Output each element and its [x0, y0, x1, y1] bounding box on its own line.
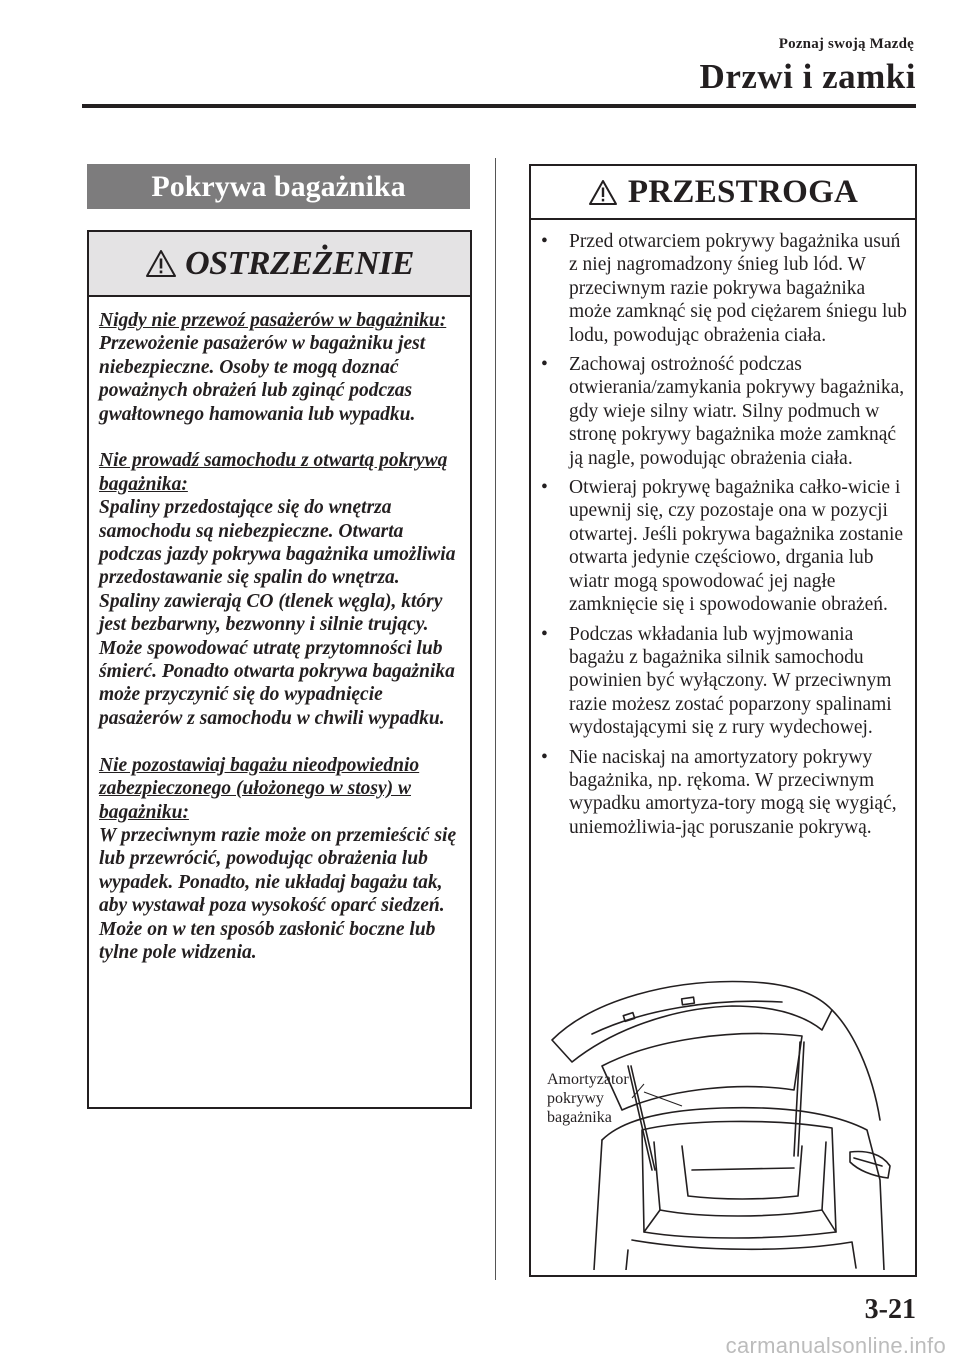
gas-strut-left [628, 1066, 652, 1170]
warning-block [99, 449, 462, 730]
warning-body [99, 309, 462, 988]
caution-item-text: Przed otwarciem pokrywy bagażnika usuń z niej nagromadzony śnieg lub lód. W przeciwnym razie pokrywa bagażnika może zamknąć się pod ciężarem śniegu lub lodu, powodując obrażenia ciała. [569, 231, 907, 346]
illustration-label-line: pokrywy [547, 1090, 604, 1107]
warning-block-text: W przeciwnym razie może on przemieścić się lub przewrócić, powodując obrażenia lub wypadek. Ponadto, nie układaj bagażu tak, aby wystawał poza wysokość oparć siedzeń. Może on w ten sposób zasłonić boczne lub tylne pole widzenia. [99, 824, 457, 963]
bullet: • [541, 477, 548, 499]
bullet: • [541, 623, 548, 645]
warning-box [87, 230, 472, 1109]
warning-block-heading: Nigdy nie przewoź pasażerów w bagażniku: [99, 310, 447, 331]
illustration-label-line: Amortyzator [547, 1071, 629, 1088]
caution-item-text: Podczas wkładania lub wyjmowania bagażu z bagażnika silnik samochodu powinien być wyłączony. W przeciwnym razie możesz zostać poparzony spalinami wydostającymi się z rury wydechowej. [569, 623, 892, 739]
warning-block-text: Przewożenie pasażerów w bagażniku jest niebezpieczne. Osoby te mogą doznać poważnych obrażeń lub zginąć podczas gwałtownego hamowania lub wypadku. [99, 333, 426, 425]
caution-item [537, 623, 909, 740]
caution-item-text: Zachowaj ostrożność podczas otwierania/zamykania pokrywy bagażnika, gdy wieje silny wiatr. Silny podmuch w stronę pokrywy bagażnika może zamknąć ją nagle, powodując obrażenia ciała. [569, 354, 905, 469]
header-divider [82, 104, 916, 108]
column-divider [495, 158, 496, 1280]
caution-item [537, 746, 909, 840]
warning-heading: OSTRZEŻENIE [185, 244, 414, 282]
bullet: • [541, 231, 548, 252]
caution-heading: PRZESTROGA [627, 173, 859, 210]
warning-block-text: Spaliny przedostające się do wnętrza samochodu są niebezpieczne. Otwarta podczas jazdy pokrywa bagażnika umożliwia przedostawanie się spalin do wnętrza. Spaliny zawierają CO (tlenek węgla), który jest bezbarwny, bezwonny i silnie trujący. Może spowodować utratę przytomności lub śmierć. Ponadto otwarta pokrywa bagażnika może przyczynić się do wypadnięcie pasażerów z samochodu w chwili wypadku. [99, 497, 456, 729]
page-number: 3-21 [864, 1294, 916, 1325]
chapter-subtitle: Poznaj swoją Mazdę [778, 36, 914, 52]
caution-item [537, 230, 909, 347]
bullet: • [541, 354, 548, 376]
caution-header [531, 166, 915, 220]
watermark: carmanualsonline.info [725, 1333, 946, 1358]
warning-header [89, 232, 470, 297]
warning-block [99, 754, 462, 965]
warning-block-heading: Nie pozostawiaj bagażu nieodpowiednio zabezpieczonego (ułożonego w stosy) w bagażniku: [99, 754, 420, 823]
caution-list [537, 230, 909, 845]
warning-triangle-icon [145, 249, 177, 278]
bullet: • [541, 746, 548, 768]
caution-item [537, 476, 909, 616]
warning-triangle-icon [588, 179, 618, 206]
section-title: Pokrywa bagażnika [87, 164, 470, 209]
warning-block-heading: Nie prowadź samochodu z otwartą pokrywą bagażnika: [99, 450, 448, 495]
warning-block [99, 309, 462, 426]
caution-item-text: Otwieraj pokrywę bagażnika całko-wicie i upewnij się, czy pozostaje ona w pozycji otwartej. Jeśli pokrywa bagażnika zostanie otwarta jedynie częściowo, drgania lub wiatr mogą spowodować jej nagłe zamknięcie się i spowodowanie obrażeń. [569, 477, 904, 616]
chapter-title: Drzwi i zamki [699, 57, 916, 96]
caution-item-text: Nie naciskaj na amortyzatory pokrywy bagażnika, np. rękoma. W przeciwnym wypadku amortyza-tory mogą się wygiąć, uniemożliwia-jąc poruszanie pokrywą. [569, 746, 897, 838]
caution-item [537, 353, 909, 470]
illustration-label [547, 1070, 629, 1127]
illustration-label-line: bagażnika [547, 1109, 612, 1126]
